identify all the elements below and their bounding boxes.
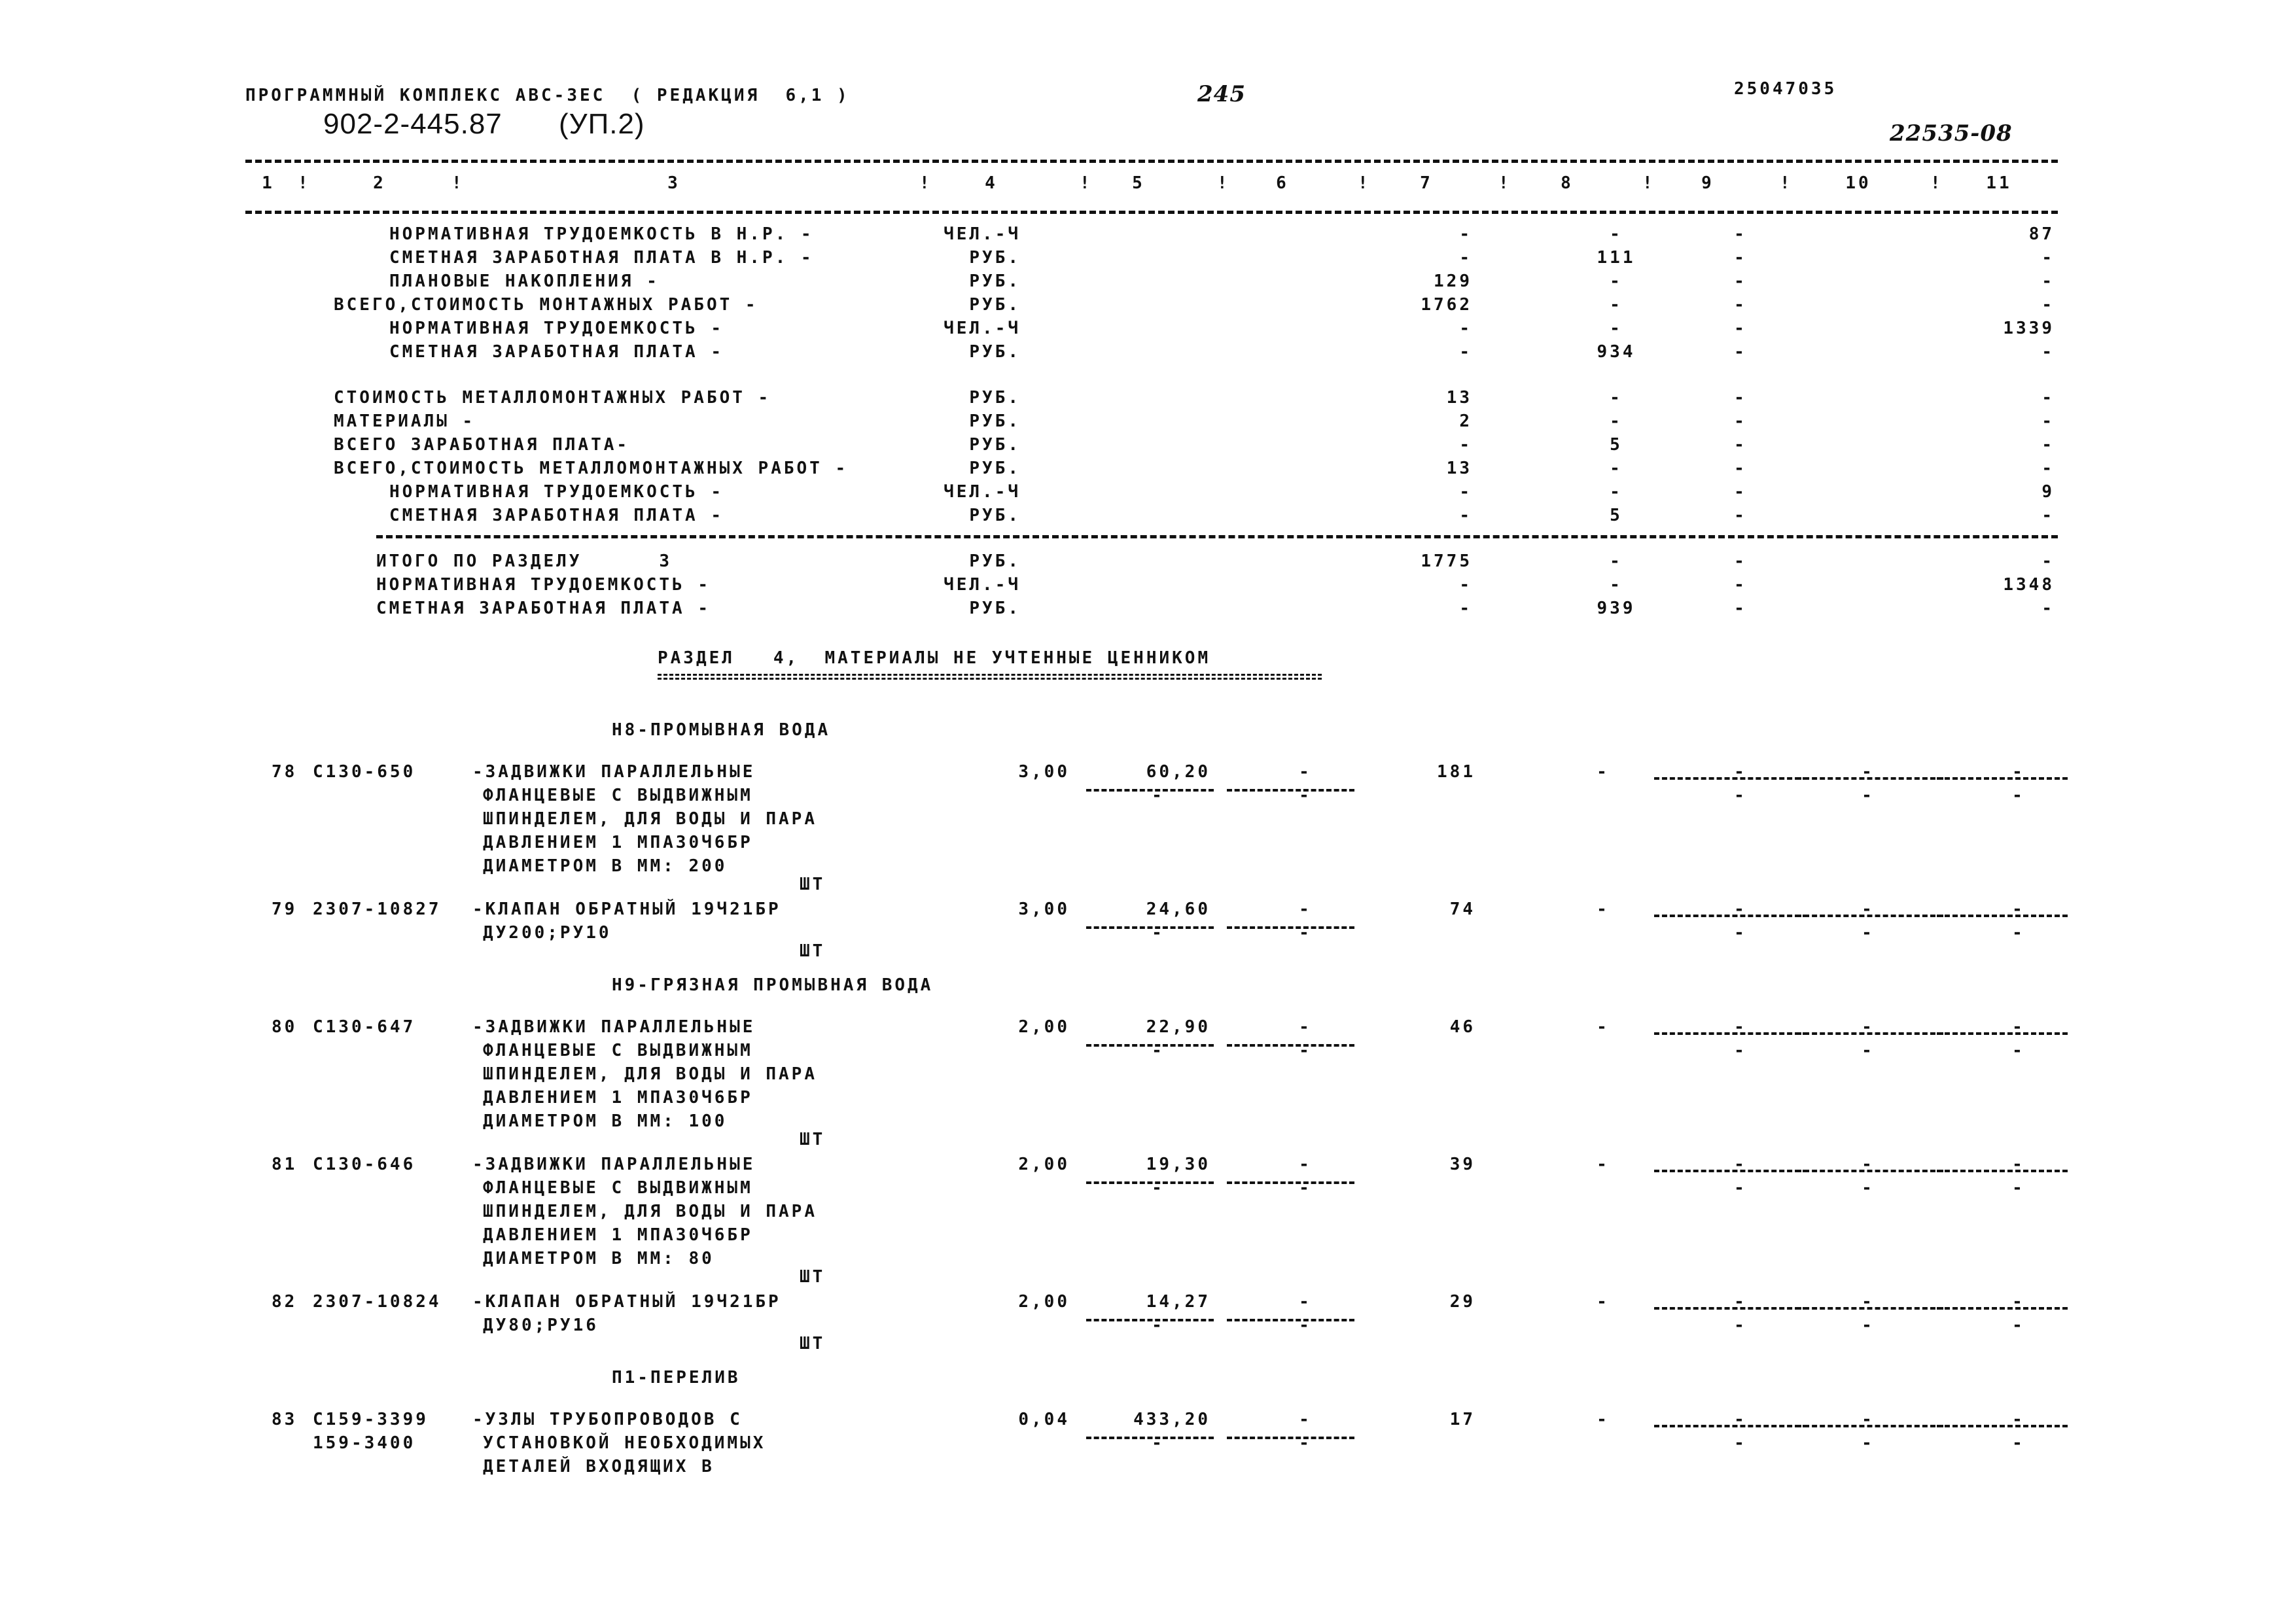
summary-col11: - [2041,599,2055,618]
item-col5-lower: - [1152,786,1165,805]
summary-unit: РУБ. [969,506,1021,525]
summary-col9: - [1734,506,1747,525]
summary-col8: 5 [1610,506,1623,525]
summary-unit: РУБ. [969,435,1021,455]
item-col9-lower: - [1734,1316,1747,1335]
item-col11-lower: - [2012,786,2025,805]
summary-unit: РУБ. [969,411,1021,431]
summary-unit: ЧЕЛ.-Ч [944,575,1021,595]
section-title: РАЗДЕЛ 4, МАТЕРИАЛЫ НЕ УЧТЕННЫЕ ЦЕННИКОМ [658,648,1211,668]
item-col6: - [1299,1410,1312,1429]
summary-label: НОРМАТИВНАЯ ТРУДОЕМКОСТЬ - [376,575,711,595]
summary-col7: - [1459,319,1472,338]
item-col9: - [1734,1155,1747,1174]
summary-col8: - [1610,271,1623,291]
summary-col11: - [2041,388,2055,408]
item-description-line: -УЗЛЫ ТРУБОПРОВОДОВ С [472,1410,743,1429]
item-col9: - [1734,1292,1747,1312]
item-col8: - [1597,1017,1610,1037]
item-col8: - [1597,899,1610,919]
item-description-line: ДУ80;РУ16 [483,1316,599,1335]
column-number-1: 1 [262,173,275,193]
item-col9: - [1734,1017,1747,1037]
summary-col9: - [1734,224,1747,244]
summary-unit: РУБ. [969,271,1021,291]
item-quantity: 2,00 [1018,1017,1070,1037]
summary-col8: - [1610,551,1623,571]
summary-col9: - [1734,342,1747,362]
item-quantity: 2,00 [1018,1292,1070,1312]
item-col6-lower: - [1299,1433,1312,1453]
summary-col11: 1348 [2003,575,2055,595]
summary-label: ВСЕГО,СТОИМОСТЬ МОНТАЖНЫХ РАБОТ - [334,295,758,315]
column-separator: ! [1358,173,1371,193]
summary-col7: 129 [1434,271,1472,291]
item-col6-lower: - [1299,786,1312,805]
item-col10: - [1862,1155,1875,1174]
item-description-line: ДЕТАЛЕЙ ВХОДЯЩИХ В [483,1457,715,1476]
summary-col11: 87 [2028,224,2055,244]
item-number: 82 [272,1292,298,1312]
summary-col11: 9 [2041,482,2055,502]
column-number-5: 5 [1132,173,1145,193]
column-separator: ! [451,173,465,193]
item-code: С130-647 [313,1017,416,1037]
item-description-line: ФЛАНЦЕВЫЕ С ВЫДВИЖНЫМ [483,1041,753,1060]
item-code: 2307-10827 [313,899,442,919]
item-col11: - [2012,1410,2025,1429]
item-number: 79 [272,899,298,919]
item-unit-price: 14,27 [1146,1292,1210,1312]
item-col9: - [1734,1410,1747,1429]
column-separator: ! [1930,173,1943,193]
fraction-rule [1654,777,1808,780]
item-code-2: 159-3400 [313,1433,416,1453]
item-col7: 17 [1449,1410,1475,1429]
summary-col11: - [2041,551,2055,571]
item-col6: - [1299,1155,1312,1174]
column-number-8: 8 [1561,173,1574,193]
item-col11-lower: - [2012,923,2025,943]
summary-unit: ЧЕЛ.-Ч [944,224,1021,244]
fraction-rule [1654,1307,1808,1310]
item-col10: - [1862,899,1875,919]
item-col5-lower: - [1152,1316,1165,1335]
summary-col8: 5 [1610,435,1623,455]
item-unit-price: 433,20 [1133,1410,1210,1429]
summary-col8: - [1610,224,1623,244]
summary-label: СМЕТНАЯ ЗАРАБОТНАЯ ПЛАТА В Н.Р. - [389,248,814,268]
summary-col9: - [1734,459,1747,478]
item-quantity: 2,00 [1018,1155,1070,1174]
summary-col8: - [1610,482,1623,502]
summary-col8: - [1610,388,1623,408]
summary-col11: - [2041,295,2055,315]
item-col10-lower: - [1862,923,1875,943]
item-col9-lower: - [1734,1178,1747,1198]
item-col9-lower: - [1734,1041,1747,1060]
summary-col7: - [1459,482,1472,502]
item-col7: 39 [1449,1155,1475,1174]
column-number-4: 4 [985,173,998,193]
item-col6: - [1299,762,1312,782]
column-separator: ! [1498,173,1511,193]
summary-col11: - [2041,248,2055,268]
item-description-line: ДУ200;РУ10 [483,923,612,943]
item-description-line: ФЛАНЦЕВЫЕ С ВЫДВИЖНЫМ [483,786,753,805]
fraction-rule [1796,1425,1943,1427]
item-description-line: ДАВЛЕНИЕМ 1 МПА30Ч6БР [483,1088,753,1108]
summary-label: НОРМАТИВНАЯ ТРУДОЕМКОСТЬ - [389,319,724,338]
item-number: 78 [272,762,298,782]
column-number-7: 7 [1420,173,1433,193]
summary-col7: 2 [1459,411,1472,431]
item-col6-lower: - [1299,1178,1312,1198]
item-col6: - [1299,1017,1312,1037]
item-col5-lower: - [1152,923,1165,943]
summary-col9: - [1734,388,1747,408]
item-col10-lower: - [1862,1316,1875,1335]
summary-col9: - [1734,248,1747,268]
summary-col9: - [1734,271,1747,291]
summary-col9: - [1734,411,1747,431]
summary-col8: - [1610,319,1623,338]
item-col8: - [1597,1410,1610,1429]
program-title: ПРОГРАММНЫЙ КОМПЛЕКС АВС-3ЕС ( РЕДАКЦИЯ 6,1 ) [245,86,850,105]
summary-col11: - [2041,459,2055,478]
item-description-line: ДИАМЕТРОМ В ММ: 200 [483,856,728,876]
item-unit-price: 22,90 [1146,1017,1210,1037]
summary-col7: 1775 [1421,551,1472,571]
item-col10: - [1862,1292,1875,1312]
item-col11-lower: - [2012,1178,2025,1198]
item-col9: - [1734,899,1747,919]
summary-col8: - [1610,459,1623,478]
fraction-rule [1796,915,1943,917]
item-col11: - [2012,899,2025,919]
item-col5-lower: - [1152,1433,1165,1453]
item-code: С130-650 [313,762,416,782]
summary-col8: 934 [1597,342,1636,362]
summary-col7: - [1459,435,1472,455]
summary-col8: 939 [1597,599,1636,618]
fraction-rule [1654,1170,1808,1172]
section-title-underline [658,674,1322,680]
doc-code: 25047035 [1734,79,1837,99]
item-col6: - [1299,899,1312,919]
summary-col7: 13 [1446,388,1472,408]
summary-label: СТОИМОСТЬ МЕТАЛЛОМОНТАЖНЫХ РАБОТ - [334,388,771,408]
fraction-rule [1937,1170,2068,1172]
item-unit-price: 24,60 [1146,899,1210,919]
summary-unit: ЧЕЛ.-Ч [944,482,1021,502]
summary-col8: - [1610,411,1623,431]
summary-col11: - [2041,411,2055,431]
fraction-rule [1654,1032,1808,1035]
item-description-line: УСТАНОВКОЙ НЕОБХОДИМЫХ [483,1433,766,1453]
summary-unit: РУБ. [969,248,1021,268]
summary-unit: РУБ. [969,388,1021,408]
item-number: 81 [272,1155,298,1174]
summary-col11: 1339 [2003,319,2055,338]
summary-col7: 13 [1446,459,1472,478]
item-col10-lower: - [1862,1178,1875,1198]
summary-label: ПЛАНОВЫЕ НАКОПЛЕНИЯ - [389,271,660,291]
column-number-11: 11 [1986,173,2012,193]
item-description-line: ШПИНДЕЛЕМ, ДЛЯ ВОДЫ И ПАРА [483,1064,817,1084]
summary-col8: 111 [1597,248,1636,268]
summary-col7: - [1459,506,1472,525]
fraction-rule [1937,915,2068,917]
item-col9-lower: - [1734,1433,1747,1453]
project-number: 902-2-445.87 [323,108,503,140]
item-col8: - [1597,762,1610,782]
column-separator: ! [1080,173,1093,193]
item-col10-lower: - [1862,786,1875,805]
item-description-line: ФЛАНЦЕВЫЕ С ВЫДВИЖНЫМ [483,1178,753,1198]
summary-col9: - [1734,319,1747,338]
summary-label: МАТЕРИАЛЫ - [334,411,476,431]
column-separator: ! [919,173,932,193]
summary-unit: РУБ. [969,551,1021,571]
item-col9: - [1734,762,1747,782]
column-separator: ! [1780,173,1793,193]
fraction-rule [1796,777,1943,780]
group-title: Н9-ГРЯЗНАЯ ПРОМЫВНАЯ ВОДА [612,975,934,995]
summary-unit: РУБ. [969,342,1021,362]
item-number: 83 [272,1410,298,1429]
column-number-2: 2 [373,173,386,193]
fraction-rule [1654,915,1808,917]
summary-col9: - [1734,435,1747,455]
item-description-line: -ЗАДВИЖКИ ПАРАЛЛЕЛЬНЫЕ [472,762,756,782]
item-code: 2307-10824 [313,1292,442,1312]
item-col9-lower: - [1734,923,1747,943]
item-col6-lower: - [1299,1041,1312,1060]
item-col10-lower: - [1862,1433,1875,1453]
item-col10-lower: - [1862,1041,1875,1060]
summary-unit: РУБ. [969,459,1021,478]
item-description-line: -КЛАПАН ОБРАТНЫЙ 19Ч21БР [472,1292,781,1312]
item-col6-lower: - [1299,923,1312,943]
item-col6-lower: - [1299,1316,1312,1335]
column-number-3: 3 [667,173,680,193]
group-title: Н8-ПРОМЫВНАЯ ВОДА [612,720,831,740]
item-col11: - [2012,1017,2025,1037]
summary-col11: - [2041,342,2055,362]
item-description-line: -КЛАПАН ОБРАТНЫЙ 19Ч21БР [472,899,781,919]
item-description-line: ДИАМЕТРОМ В ММ: 100 [483,1111,728,1131]
item-description-line: -ЗАДВИЖКИ ПАРАЛЛЕЛЬНЫЕ [472,1155,756,1174]
item-unit: ШТ [800,875,826,894]
item-description-line: ДАВЛЕНИЕМ 1 МПА30Ч6БР [483,1225,753,1245]
fraction-rule [1937,1307,2068,1310]
summary-col9: - [1734,575,1747,595]
fraction-rule [1796,1032,1943,1035]
summary-unit: РУБ. [969,599,1021,618]
summary-col8: - [1610,295,1623,315]
item-description-line: ДИАМЕТРОМ В ММ: 80 [483,1249,715,1268]
summary-col9: - [1734,551,1747,571]
item-code: С130-646 [313,1155,416,1174]
item-quantity: 3,00 [1018,762,1070,782]
summary-col7: - [1459,248,1472,268]
summary-label: ИТОГО ПО РАЗДЕЛУ 3 [376,551,673,571]
item-col7: 29 [1449,1292,1475,1312]
item-col7: 181 [1437,762,1475,782]
group-title: П1-ПЕРЕЛИВ [612,1368,741,1387]
summary-unit: ЧЕЛ.-Ч [944,319,1021,338]
fraction-rule [1937,1032,2068,1035]
summary-label: СМЕТНАЯ ЗАРАБОТНАЯ ПЛАТА - [389,342,724,362]
summary-col11: - [2041,435,2055,455]
item-col11: - [2012,1292,2025,1312]
item-quantity: 3,00 [1018,899,1070,919]
item-description-line: ШПИНДЕЛЕМ, ДЛЯ ВОДЫ И ПАРА [483,1202,817,1221]
item-unit: ШТ [800,941,826,961]
summary-col7: - [1459,224,1472,244]
fraction-rule [1937,777,2068,780]
summary-col9: - [1734,295,1747,315]
header-bottom-rule [245,211,2058,214]
item-col11-lower: - [2012,1433,2025,1453]
summary-col11: - [2041,271,2055,291]
item-unit: ШТ [800,1130,826,1149]
column-number-6: 6 [1276,173,1289,193]
summary-label: ВСЕГО,СТОИМОСТЬ МЕТАЛЛОМОНТАЖНЫХ РАБОТ - [334,459,849,478]
fraction-rule [1796,1170,1943,1172]
inventory-number: 22535-08 [1890,120,2013,147]
subtotal-rule [376,535,2058,538]
column-separator: ! [1217,173,1230,193]
summary-label: НОРМАТИВНАЯ ТРУДОЕМКОСТЬ - [389,482,724,502]
item-col7: 46 [1449,1017,1475,1037]
summary-col9: - [1734,482,1747,502]
column-number-10: 10 [1845,173,1871,193]
item-col7: 74 [1449,899,1475,919]
fraction-rule [1937,1425,2068,1427]
item-col11: - [2012,762,2025,782]
item-description-line: ДАВЛЕНИЕМ 1 МПА30Ч6БР [483,833,753,852]
summary-label: НОРМАТИВНАЯ ТРУДОЕМКОСТЬ В Н.Р. - [389,224,814,244]
item-col11-lower: - [2012,1041,2025,1060]
summary-label: ВСЕГО ЗАРАБОТНАЯ ПЛАТА- [334,435,630,455]
item-col8: - [1597,1155,1610,1174]
item-unit-price: 60,20 [1146,762,1210,782]
item-quantity: 0,04 [1018,1410,1070,1429]
item-unit-price: 19,30 [1146,1155,1210,1174]
summary-label: СМЕТНАЯ ЗАРАБОТНАЯ ПЛАТА - [376,599,711,618]
item-col5-lower: - [1152,1041,1165,1060]
fraction-rule [1654,1425,1808,1427]
item-col8: - [1597,1292,1610,1312]
item-unit: ШТ [800,1267,826,1287]
summary-col7: 1762 [1421,295,1472,315]
summary-col7: - [1459,342,1472,362]
item-description-line: -ЗАДВИЖКИ ПАРАЛЛЕЛЬНЫЕ [472,1017,756,1037]
page-number: 245 [1197,81,1246,107]
item-col11: - [2012,1155,2025,1174]
item-col11-lower: - [2012,1316,2025,1335]
summary-label: СМЕТНАЯ ЗАРАБОТНАЯ ПЛАТА - [389,506,724,525]
summary-col9: - [1734,599,1747,618]
item-col9-lower: - [1734,786,1747,805]
item-col5-lower: - [1152,1178,1165,1198]
item-col10: - [1862,1017,1875,1037]
album-label: (УП.2) [559,108,645,140]
item-col10: - [1862,762,1875,782]
fraction-rule [1796,1307,1943,1310]
header-top-rule [245,160,2058,163]
column-header-row [0,171,2296,198]
item-number: 80 [272,1017,298,1037]
item-code: С159-3399 [313,1410,429,1429]
item-unit: ШТ [800,1334,826,1353]
summary-col11: - [2041,506,2055,525]
item-col6: - [1299,1292,1312,1312]
summary-col7: - [1459,599,1472,618]
column-separator: ! [298,173,311,193]
item-col10: - [1862,1410,1875,1429]
column-number-9: 9 [1701,173,1714,193]
item-description-line: ШПИНДЕЛЕМ, ДЛЯ ВОДЫ И ПАРА [483,809,817,829]
column-separator: ! [1642,173,1655,193]
summary-col8: - [1610,575,1623,595]
summary-col7: - [1459,575,1472,595]
summary-unit: РУБ. [969,295,1021,315]
